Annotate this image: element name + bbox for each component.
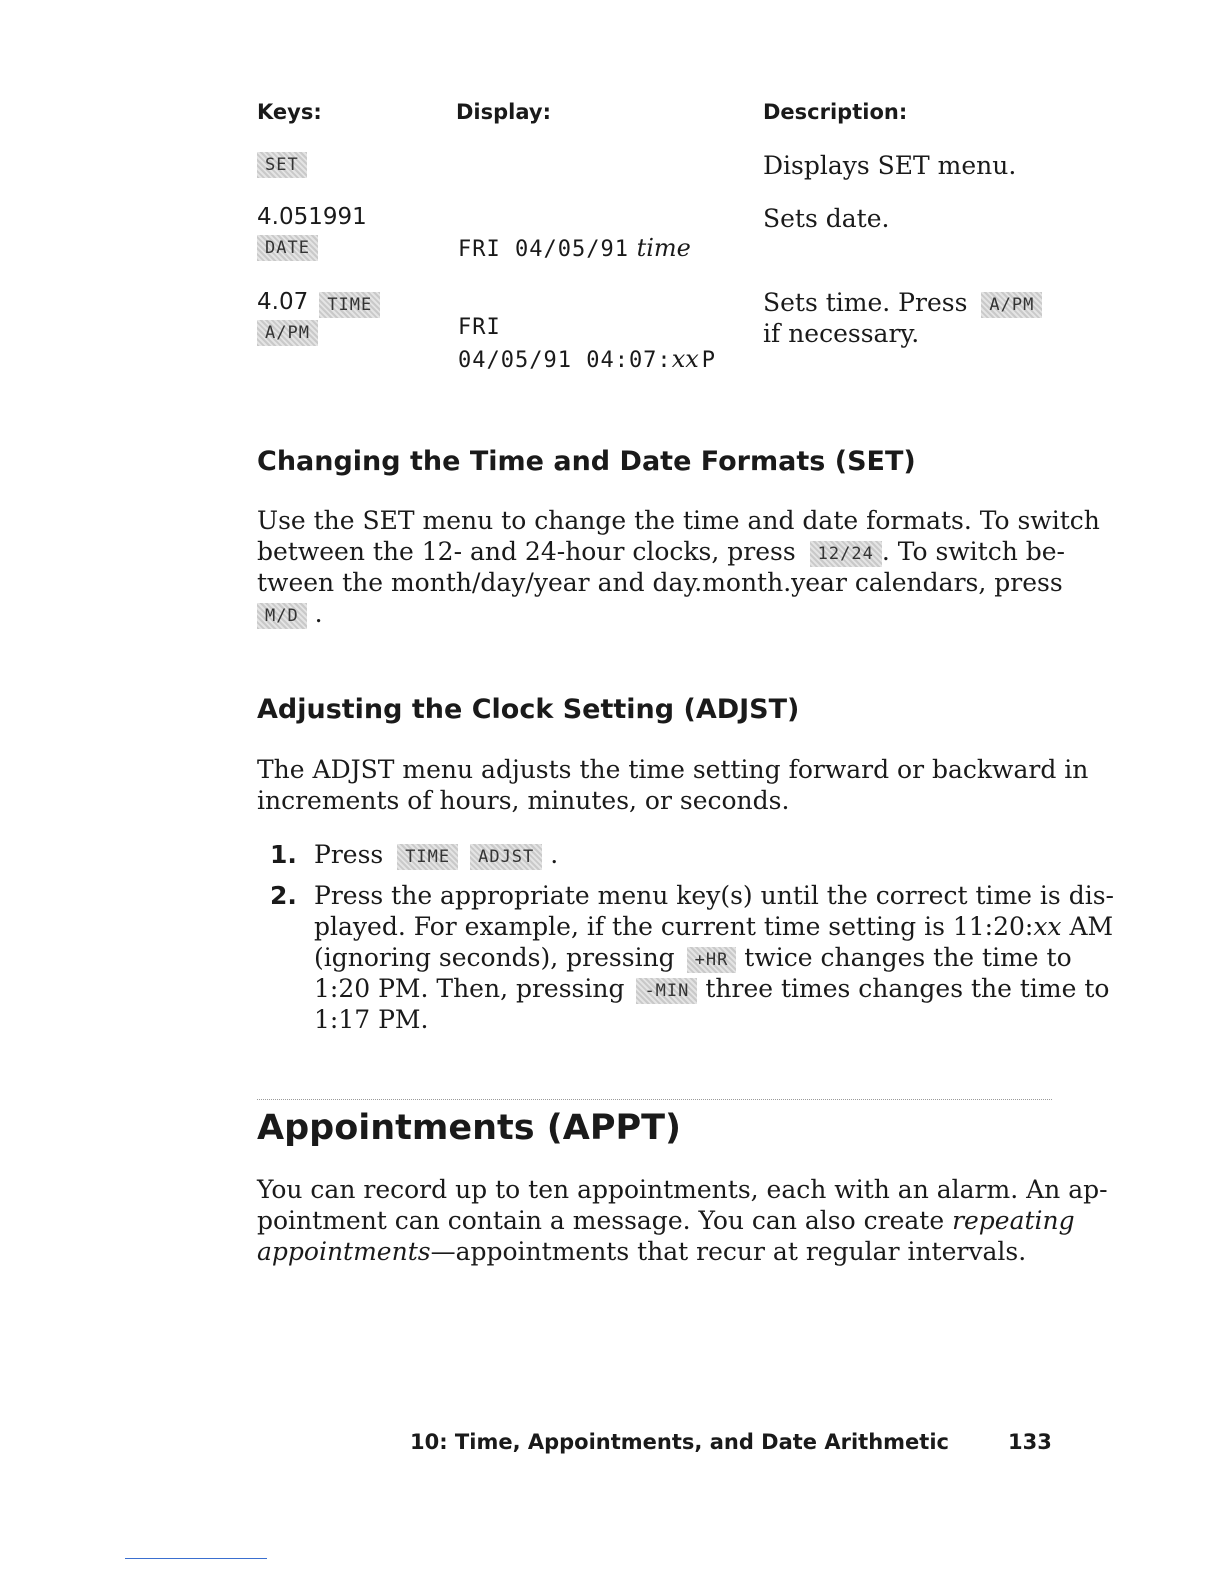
section-heading-set: Changing the Time and Date Formats (SET) <box>257 446 916 477</box>
row2-display-italic: time <box>636 234 691 262</box>
am-pm-inline-key: A/PM <box>981 292 1042 318</box>
paragraph <box>257 754 1088 816</box>
set-menu-key: SET <box>257 152 307 178</box>
section-heading-appt: Appointments (APPT) <box>257 1108 682 1148</box>
paragraph-text: . To switch be- <box>881 537 1066 566</box>
row2-display-value: FRI 04/05/91 <box>458 237 629 262</box>
row3-description-text: Sets time. Press <box>763 288 968 317</box>
scan-edge-line <box>125 1558 267 1559</box>
section-divider <box>257 1099 1052 1100</box>
row2-keys-entry: 4.051991 <box>257 204 367 230</box>
row3-description <box>763 287 1042 318</box>
step-2 <box>314 880 1114 1035</box>
paragraph-line: increments of hours, minutes, or seconds. <box>257 786 790 815</box>
row3-display-line2 <box>458 345 716 373</box>
paragraph-text: pointment can contain a message. You can also create <box>257 1206 945 1235</box>
paragraph-line <box>257 1205 1108 1236</box>
footer-chapter-title: 10: Time, Appointments, and Date Arithmetic <box>410 1430 949 1454</box>
paragraph-text: —appointments that recur at regular intervals. <box>430 1237 1027 1266</box>
step-text: AM <box>1069 912 1114 941</box>
step-line <box>314 942 1114 973</box>
paragraph-italic: appointments <box>257 1237 431 1266</box>
step-1 <box>314 839 558 870</box>
paragraph-text: . <box>314 599 323 628</box>
row3-display-line1: FRI <box>458 315 501 340</box>
row2-description: Sets date. <box>763 204 890 233</box>
table-row <box>257 320 318 346</box>
table-row <box>257 152 307 178</box>
section-heading-adjst: Adjusting the Clock Setting (ADJST) <box>257 694 800 725</box>
time-menu-key: TIME <box>397 844 458 870</box>
description-column-header: Description: <box>763 100 908 124</box>
row1-description: Displays SET menu. <box>763 151 1017 180</box>
table-row <box>257 235 318 261</box>
step-italic: xx <box>1033 912 1062 941</box>
m-d-menu-key: M/D <box>257 603 307 629</box>
step-text: twice changes the time to <box>744 943 1072 972</box>
adjst-menu-key: ADJST <box>470 844 542 870</box>
minus-min-menu-key: -MIN <box>636 978 697 1004</box>
plus-hr-menu-key: +HR <box>687 947 737 973</box>
step-line <box>314 973 1114 1004</box>
am-pm-menu-key: A/PM <box>257 320 318 346</box>
step-text: three times changes the time to <box>705 974 1110 1003</box>
step-number: 2. <box>270 881 297 910</box>
12-24-menu-key: 12/24 <box>810 541 882 567</box>
paragraph-italic: repeating <box>952 1206 1075 1235</box>
step-text: Press <box>314 840 384 869</box>
page-number: 133 <box>1008 1430 1052 1454</box>
paragraph <box>257 1174 1108 1267</box>
paragraph-line: tween the month/day/year and day.month.year calendars, press <box>257 568 1063 597</box>
date-menu-key: DATE <box>257 235 318 261</box>
step-text: . <box>550 840 559 869</box>
step-line: 1:17 PM. <box>314 1005 429 1034</box>
row3-display-suffix: P <box>701 348 717 373</box>
paragraph-line: You can record up to ten appointments, each with an alarm. An ap- <box>257 1175 1108 1204</box>
display-column-header: Display: <box>456 100 551 124</box>
row3-description-cont: if necessary. <box>763 319 920 348</box>
paragraph <box>257 505 1100 629</box>
row3-keys-entry: 4.07 <box>257 289 309 315</box>
paragraph-text: between the 12- and 24-hour clocks, press <box>257 537 796 566</box>
paragraph-line <box>257 598 1100 629</box>
row3-display-time: 04/05/91 04:07: <box>458 348 672 373</box>
step-text: played. For example, if the current time setting is 11:20: <box>314 912 1034 941</box>
step-text: (ignoring seconds), pressing <box>314 943 675 972</box>
row3-display-italic: xx <box>671 345 699 373</box>
table-row <box>257 289 380 318</box>
time-menu-key: TIME <box>319 292 380 318</box>
keys-column-header: Keys: <box>257 100 322 124</box>
paragraph-line <box>257 536 1100 567</box>
row2-display <box>458 234 691 262</box>
paragraph-line: The ADJST menu adjusts the time setting forward or backward in <box>257 755 1089 784</box>
step-line <box>314 911 1114 942</box>
step-line: Press the appropriate menu key(s) until the correct time is dis- <box>314 881 1114 910</box>
step-text: 1:20 PM. Then, pressing <box>314 974 625 1003</box>
paragraph-line <box>257 1236 1108 1267</box>
paragraph-line: Use the SET menu to change the time and date formats. To switch <box>257 506 1100 535</box>
step-number: 1. <box>270 840 297 869</box>
